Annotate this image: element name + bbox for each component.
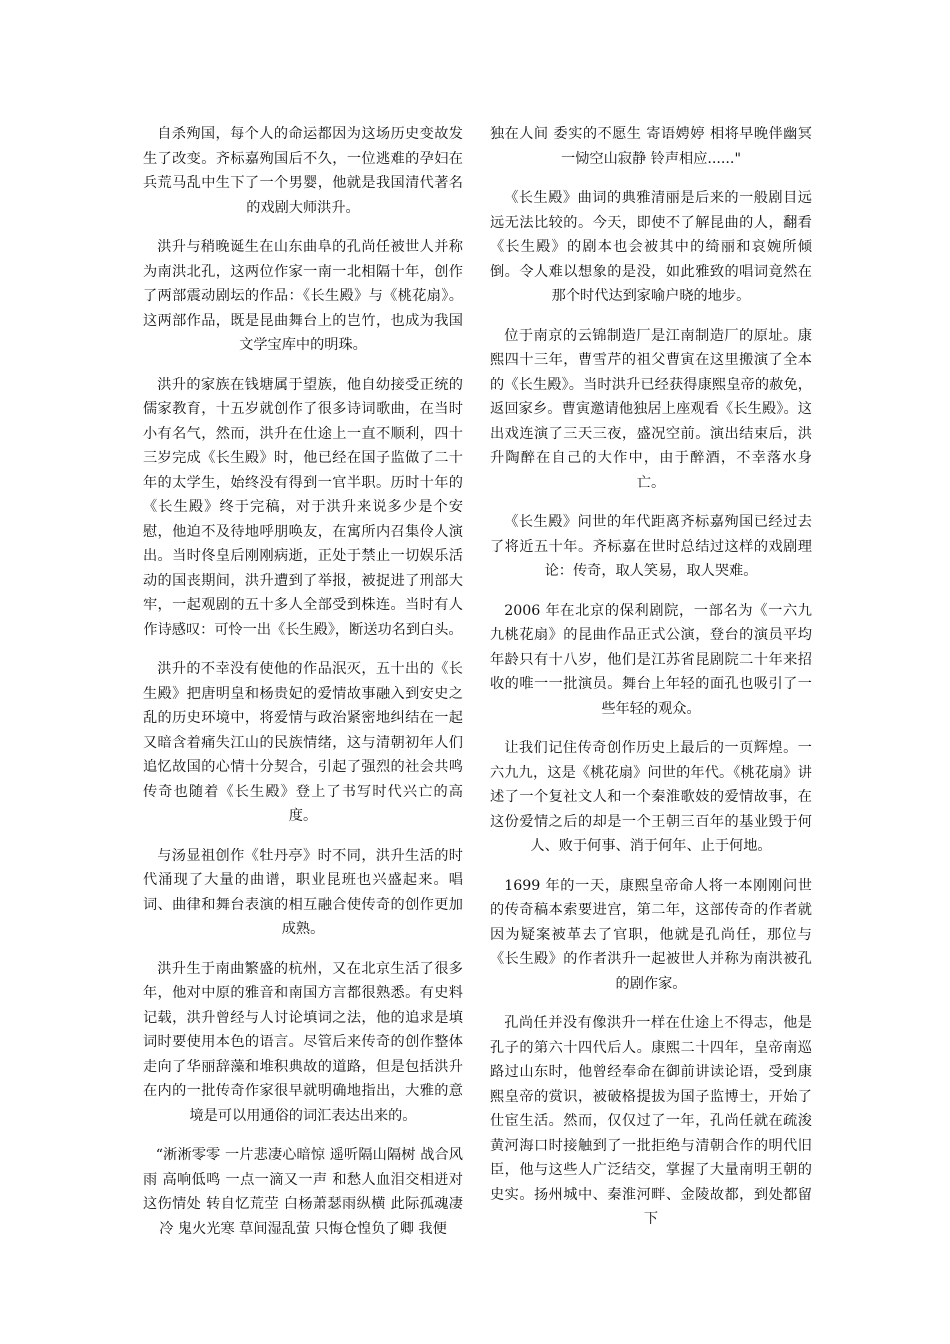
poem-continuation: 独在人间 委实的不愿生 寄语娉婷 相将早晚伴幽冥一恸空山寂静 铃声相应......": [490, 126, 812, 167]
paragraph: 位于南京的云锦制造厂是江南制造厂的原址。康熙四十三年，曹雪芹的祖父曹寅在这里搬演了全本的《长生殿》。当时洪升已经获得康熙皇帝的赦免，返回家乡。曹寅邀请他独居上座观看《长生殿》。这出戏连演了三天三夜，盛况空前。演出结束后，洪升陶醉在自己的大作中，由于醉酒，不幸落水身亡。: [490, 327, 812, 491]
paragraph: 1699 年的一天，康熙皇帝命人将一本刚刚问世的传奇稿本索要进宫，第二年，这部传奇的作者就因为疑案被革去了官职，他就是孔尚任，那位与《长生殿》的作者洪升一起被世人并称为南洪被孔的剧作家。: [490, 877, 812, 992]
left-text-column: [143, 122, 463, 1256]
paragraph: 孔尚任并没有像洪升一样在仕途上不得志，他是孔子的第六十四代后人。康熙二十四年，皇帝南巡路过山东时，他曾经奉命在御前讲读论语，受到康熙皇帝的赏识，被破格提拔为国子监博士，开始了仕宦生活。然而，仅仅过了一年，孔尚任就在疏浚黄河海口时接触到了一批拒绝与清朝合作的明代旧臣，他与这些人广泛结交，掌握了大量南明王朝的史实。扬州城中、秦淮河畔、金陵故都，到处都留下: [490, 1015, 812, 1227]
paragraph: 让我们记住传奇创作历史上最后的一页辉煌。一六九九，这是《桃花扇》问世的年代。《桃花扇》讲述了一个复社文人和一个秦淮歌妓的爱情故事，在这份爱情之后的却是一个王朝三百年的基业毁于何人、败于何事、消于何年、止于何地。: [490, 740, 812, 854]
paragraph: 洪升生于南曲繁盛的杭州，又在北京生活了很多年，他对中原的雅音和南国方言都很熟悉。有史料记载，洪升曾经与人讨论填词之法，他的追求是填词时要使用本色的语言。尽管后来传奇的创作整体走向了华丽辞藻和堆积典故的道路，但是包括洪升在内的一批传奇作家很早就明确地指出，大雅的意境是可以用通俗的词汇表达出来的。: [143, 960, 463, 1124]
paragraph: 洪升与稍晚诞生在山东曲阜的孔尚任被世人并称为南洪北孔，这两位作家一南一北相隔十年，创作了两部震动剧坛的作品：《长生殿》与《桃花扇》。这两部作品，既是昆曲舞台上的岂竹，也成为我国文学宝库中的明珠。: [143, 239, 463, 353]
paragraph: 《长生殿》曲词的典雅清丽是后来的一般剧目远远无法比较的。今天，即使不了解昆曲的人，翻看《长生殿》的剧本也会被其中的绮丽和哀婉所倾倒。令人难以想象的是没，如此雅致的唱词竟然在那个时代达到家喻户晓的地步。: [490, 190, 812, 304]
paragraph: 自杀殉国，每个人的命运都因为这场历史变故发生了改变。齐标嘉殉国后不久，一位逃难的孕妇在兵荒马乱中生下了一个男婴，他就是我国清代著名的戏剧大师洪升。: [143, 126, 463, 216]
poem-paragraph: “淅淅零零 一片悲凄心暗惊 遥听隔山隔树 战合风雨 高响低鸣 一点一滴又一声 和愁人血泪交相迸对这伤情处 转自忆荒茔 白杨萧瑟雨纵横 此际孤魂凄冷 鬼火光寒 草间湿乱萤 只悔仓惶负了卿 我便: [143, 1147, 463, 1237]
paragraph: 洪升的家族在钱塘属于望族，他自幼接受正统的儒家教育，十五岁就创作了很多诗词歌曲，在当时小有名气，然而，洪升在仕途上一直不顺利，四十三岁完成《长生殿》时，他已经在国子监做了二十年的太学生，始终没有得到一官半职。历时十年的《长生殿》终于完稿，对于洪升来说多少是个安慰，他迫不及待地呼朋唤友，在寓所内召集伶人演出。当时佟皇后刚刚病逝，正处于禁止一切娱乐活动的国丧期间，洪升遭到了举报，被捉进了刑部大牢，一起观剧的五十多人全部受到株连。当时有人作诗感叹：可怜一出《长生殿》，断送功名到白头。: [143, 376, 463, 638]
paragraph: 与汤显祖创作《牡丹亭》时不同，洪升生活的时代涌现了大量的曲谱，职业昆班也兴盛起来。唱词、曲律和舞台表演的相互融合使传奇的创作更加成熟。: [143, 847, 463, 937]
right-text-column: [490, 122, 812, 1247]
paragraph: 2006 年在北京的保利剧院，一部名为《一六九九桃花扇》的昆曲作品正式公演，登台的演员平均年龄只有十八岁，他们是江苏省昆剧院二十年来招收的唯一一批演员。舞台上年轻的面孔也吸引了一些年轻的观众。: [490, 602, 812, 717]
paragraph: 《长生殿》问世的年代距离齐标嘉殉国已经过去了将近五十年。齐标嘉在世时总结过这样的戏剧理论：传奇，取人笑易，取人哭难。: [490, 514, 812, 579]
paragraph: 洪升的不幸没有使他的作品泯灭，五十出的《长生殿》把唐明皇和杨贵妃的爱情故事融入到安史之乱的历史环境中，将爱情与政治紧密地纠结在一起又暗含着痛失江山的民族情绪，这与清朝初年人们追忆故国的心情十分契合，引起了强烈的社会共鸣传奇也随着《长生殿》登上了书写时代兴亡的高度。: [143, 661, 463, 824]
